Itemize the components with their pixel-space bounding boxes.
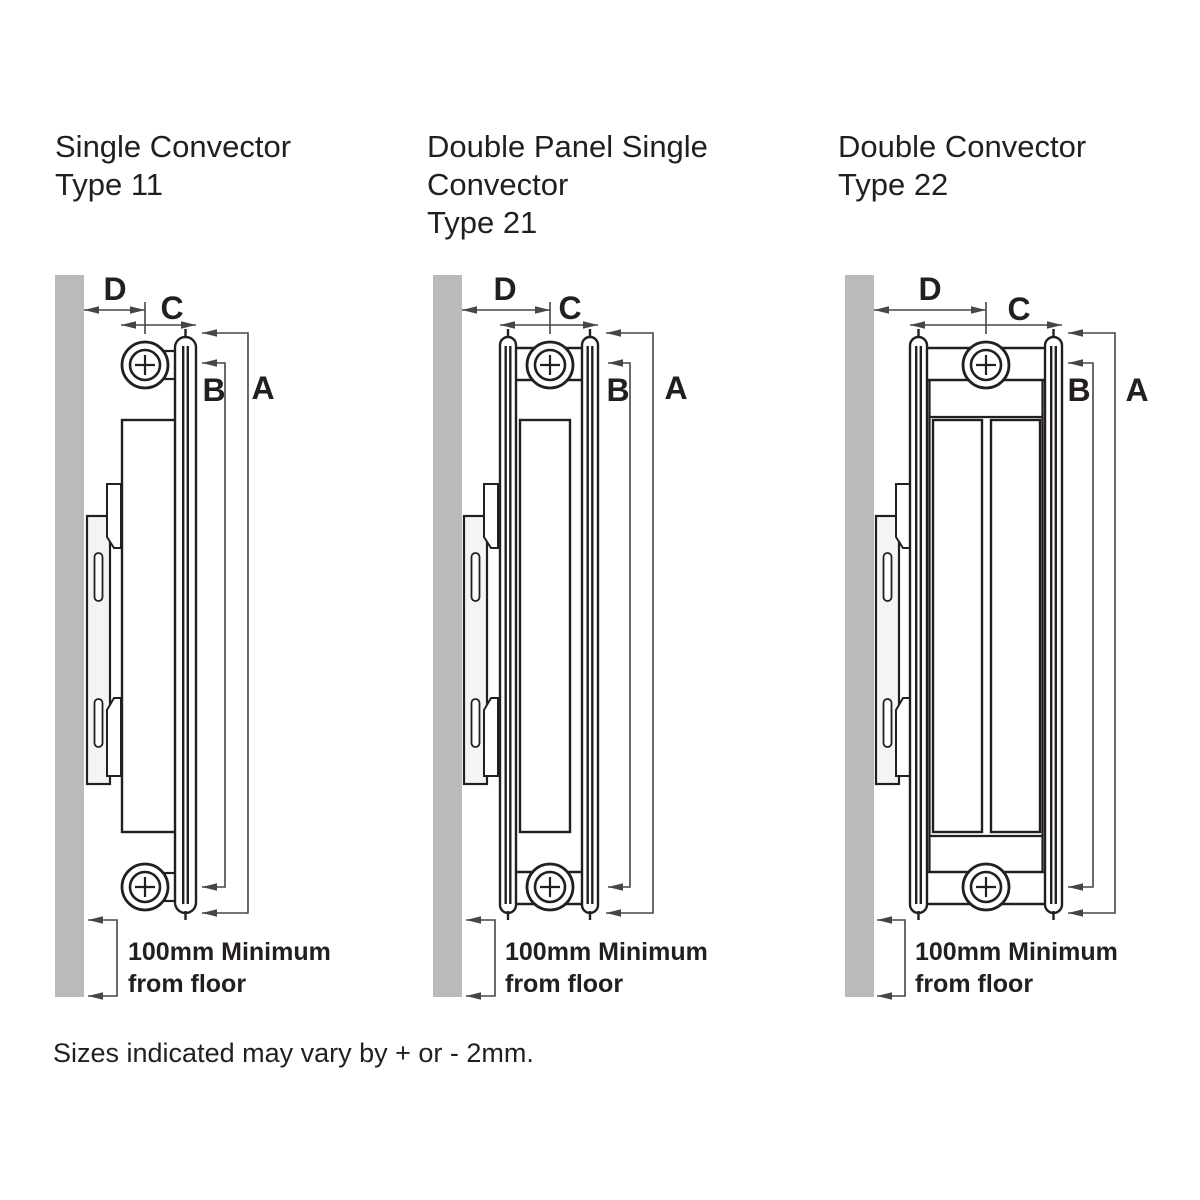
title-line: Double Panel Single — [427, 129, 708, 164]
dim-label-d: D — [103, 271, 127, 307]
dimension-arrowhead — [466, 916, 481, 924]
diagram-title-type-21 — [427, 128, 708, 242]
valve-tapping — [527, 342, 573, 388]
bracket-slot — [884, 553, 892, 601]
dimension-arrowhead — [202, 359, 217, 367]
diagram-title-type-22 — [838, 128, 1086, 204]
convector-fin — [122, 420, 176, 832]
bracket-slot — [95, 553, 103, 601]
floor-clearance-bracket — [88, 920, 117, 996]
dim-label-c: C — [160, 290, 184, 326]
dimension-arrowhead — [1068, 329, 1083, 337]
radiator-panel — [175, 337, 196, 913]
dimension-arrowhead — [202, 329, 217, 337]
title-line: Single Convector — [55, 129, 292, 164]
dim-label-b: B — [606, 372, 630, 408]
bracket-hook-top — [484, 484, 498, 548]
bracket-slot — [472, 553, 480, 601]
radiator-panel — [582, 337, 598, 913]
valve-tapping — [527, 864, 573, 910]
dimension-arrowhead — [202, 909, 217, 917]
dimension-arrowhead — [608, 359, 623, 367]
tolerance-note: Sizes indicated may vary by + or - 2mm. — [53, 1038, 534, 1068]
floor-note-line: 100mm Minimum — [505, 938, 708, 966]
dim-label-b: B — [202, 372, 226, 408]
floor-clearance-note — [128, 936, 331, 1000]
dim-label-c: C — [1007, 291, 1031, 327]
title-line: Double Convector — [838, 129, 1087, 164]
dimension-arrowhead — [462, 306, 477, 314]
dim-label-a: A — [251, 370, 275, 406]
dim-label-b: B — [1067, 372, 1091, 408]
wall — [433, 275, 462, 997]
dim-line-b — [1068, 363, 1093, 887]
valve-tapping — [963, 342, 1009, 388]
dimension-arrowhead — [606, 909, 621, 917]
dimension-arrowhead — [84, 306, 99, 314]
title-line: Type 11 — [55, 167, 164, 202]
title-line: Type 22 — [838, 167, 949, 202]
floor-clearance-bracket — [877, 920, 905, 996]
radiator-panel — [1045, 337, 1062, 913]
dimension-arrowhead — [583, 321, 598, 329]
wall — [845, 275, 874, 997]
floor-note-line: from floor — [915, 970, 1034, 998]
diagram-title-type-11 — [55, 128, 291, 204]
dim-line-b — [608, 363, 630, 887]
dim-line-b — [202, 363, 225, 887]
dimension-arrowhead — [877, 992, 892, 1000]
floor-clearance-note — [505, 936, 708, 1000]
dim-label-a: A — [664, 370, 688, 406]
dim-label-d: D — [493, 271, 517, 307]
bracket-hook-bottom — [896, 698, 910, 776]
floor-note-line: from floor — [128, 970, 247, 998]
wall — [55, 275, 84, 997]
dimension-arrowhead — [608, 883, 623, 891]
convector-fin — [520, 420, 570, 832]
dim-label-a: A — [1125, 372, 1149, 408]
floor-note-line: 100mm Minimum — [128, 938, 331, 966]
convector-fin — [991, 420, 1040, 832]
dimension-arrowhead — [606, 329, 621, 337]
dimension-arrowhead — [1068, 883, 1083, 891]
dimension-arrowhead — [1047, 321, 1062, 329]
floor-clearance-note — [915, 936, 1118, 1000]
dimension-arrowhead — [1068, 909, 1083, 917]
dimension-arrowhead — [535, 306, 550, 314]
dimension-arrowhead — [1068, 359, 1083, 367]
dimension-arrowhead — [874, 306, 889, 314]
bracket-slot — [472, 699, 480, 747]
convector-fin — [933, 420, 982, 832]
bracket-slot — [95, 699, 103, 747]
valve-tapping — [963, 864, 1009, 910]
dim-label-d: D — [918, 271, 942, 307]
dimension-arrowhead — [877, 916, 892, 924]
radiator-panel — [500, 337, 516, 913]
title-line: Convector — [427, 167, 569, 202]
bracket-slot — [884, 699, 892, 747]
dimension-arrowhead — [88, 916, 103, 924]
bracket-hook-top — [107, 484, 121, 548]
bracket-hook-bottom — [484, 698, 498, 776]
floor-clearance-bracket — [466, 920, 495, 996]
floor-note-line: 100mm Minimum — [915, 938, 1118, 966]
valve-tapping — [122, 864, 168, 910]
bracket-hook-top — [896, 484, 910, 548]
dimension-arrowhead — [500, 321, 515, 329]
dim-label-c: C — [558, 290, 582, 326]
dimension-arrowhead — [130, 306, 145, 314]
dimension-arrowhead — [910, 321, 925, 329]
dim-line-a — [1068, 333, 1115, 913]
dimension-arrowhead — [971, 306, 986, 314]
valve-tapping — [122, 342, 168, 388]
floor-note-line: from floor — [505, 970, 624, 998]
radiator-panel — [910, 337, 927, 913]
bracket-hook-bottom — [107, 698, 121, 776]
dimension-arrowhead — [202, 883, 217, 891]
dimension-arrowhead — [466, 992, 481, 1000]
title-line: Type 21 — [427, 205, 538, 240]
dimension-arrowhead — [121, 321, 136, 329]
dimension-arrowhead — [88, 992, 103, 1000]
